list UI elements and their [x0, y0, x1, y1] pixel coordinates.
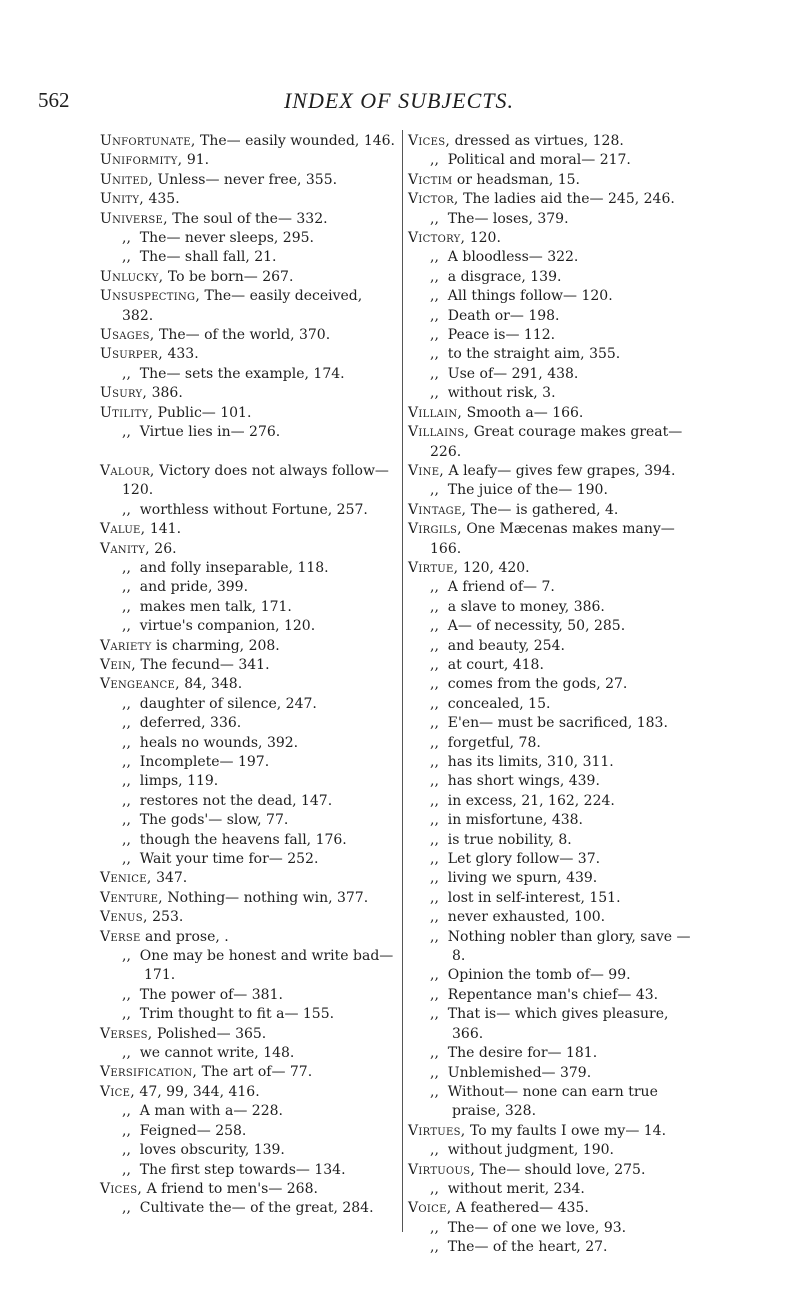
index-subentry: [100, 1005, 395, 1024]
index-subentry: [100, 617, 395, 636]
index-entry: [100, 637, 395, 656]
index-entry: [408, 132, 703, 151]
entry-text: 433.: [163, 346, 199, 363]
entry-text: ,, and beauty, 254.: [430, 637, 565, 654]
index-subentry: [100, 850, 395, 869]
section-gap: [100, 443, 395, 462]
index-entry: [100, 151, 395, 170]
entry-text: ,, a disgrace, 139.: [430, 268, 562, 285]
index-subentry: [408, 772, 703, 791]
index-entry: [100, 540, 395, 559]
entry-keyword: Usury,: [100, 385, 148, 402]
index-subentry: [408, 986, 703, 1005]
entry-text: 120.: [465, 230, 501, 247]
entry-keyword: Vice,: [100, 1083, 135, 1100]
entry-text: ,, Feigned— 258.: [122, 1122, 247, 1139]
entry-text: 47, 99, 344, 416.: [134, 1083, 260, 1100]
entry-keyword: Unlucky,: [100, 268, 164, 285]
index-entry: [100, 869, 395, 888]
index-subentry: [408, 268, 703, 287]
index-subentry: [408, 598, 703, 617]
entry-keyword: Victory,: [408, 230, 466, 247]
entry-text: 386.: [147, 385, 183, 402]
entry-text: One Mæcenas makes many— 166.: [430, 521, 680, 557]
entry-keyword: Villains,: [408, 424, 470, 441]
entry-text: ,, All things follow— 120.: [430, 288, 613, 305]
entry-keyword: Vein,: [100, 656, 137, 673]
index-entry: [408, 501, 703, 520]
index-entry: [408, 462, 703, 481]
index-subentry: [408, 151, 703, 170]
entry-text: A leafy— gives few grapes, 394.: [444, 462, 676, 479]
entry-text: 120, 420.: [458, 559, 530, 576]
index-subentry: [408, 345, 703, 364]
index-subentry: [408, 714, 703, 733]
entry-text: ,, Peace is— 112.: [430, 327, 556, 344]
index-subentry: [408, 1180, 703, 1199]
page-header: [38, 88, 760, 118]
entry-text: ,, A friend of— 7.: [430, 579, 555, 596]
index-subentry: [100, 598, 395, 617]
entry-text: The soul of the— 332.: [167, 210, 328, 227]
entry-text: ,, lost in self-interest, 151.: [430, 889, 621, 906]
entry-text: ,, A bloodless— 322.: [430, 249, 579, 266]
index-subentry: [408, 384, 703, 403]
entry-text: ,, The— of the heart, 27.: [430, 1239, 608, 1256]
entry-text: ,, The— sets the example, 174.: [122, 365, 345, 382]
index-subentry: [408, 869, 703, 888]
index-entry: [100, 889, 395, 908]
entry-text: ,, Wait your time for— 252.: [122, 851, 319, 868]
entry-text: ,, restores not the dead, 147.: [122, 792, 333, 809]
index-subentry: [100, 1199, 395, 1218]
entry-text: ,, living we spurn, 439.: [430, 870, 598, 887]
entry-text: ,, Use of— 291, 438.: [430, 365, 579, 382]
entry-keyword: Universe,: [100, 210, 168, 227]
entry-text: The— is gathered, 4.: [466, 501, 619, 518]
entry-text: or headsman, 15.: [452, 171, 580, 188]
entry-keyword: Vices,: [408, 133, 451, 149]
index-subentry: [408, 307, 703, 326]
entry-text: ,, The gods'— slow, 77.: [122, 812, 289, 829]
index-entry: [408, 559, 703, 578]
entry-text: To be born— 267.: [163, 268, 294, 285]
index-subentry: [100, 559, 395, 578]
index-subentry: [408, 1083, 703, 1122]
index-subentry: [408, 695, 703, 714]
entry-text: ,, The juice of the— 190.: [430, 482, 608, 499]
entry-text: Nothing— nothing win, 377.: [162, 889, 369, 906]
index-subentry: [408, 578, 703, 597]
entry-keyword: Vengeance,: [100, 676, 180, 693]
index-subentry: [408, 811, 703, 830]
index-subentry: [100, 753, 395, 772]
entry-text: ,, makes men talk, 171.: [122, 598, 292, 615]
entry-keyword: Villain,: [408, 404, 463, 421]
entry-keyword: Virtuous,: [408, 1161, 476, 1178]
entry-text: Polished— 365.: [152, 1025, 267, 1042]
index-entry: [408, 423, 703, 462]
entry-text: ,, Virtue lies in— 276.: [122, 424, 281, 441]
index-subentry: [100, 1044, 395, 1063]
entry-text: ,, a slave to money, 386.: [430, 598, 605, 615]
entry-text: The— of the world, 370.: [154, 327, 331, 344]
entry-keyword: Vine,: [408, 462, 445, 479]
entry-text: The— easily wounded, 146.: [195, 133, 395, 149]
entry-keyword: Virtue,: [408, 559, 459, 576]
index-entry: [100, 1025, 395, 1044]
entry-text: The ladies aid the— 245, 246.: [458, 191, 675, 208]
entry-text: 435.: [144, 191, 180, 208]
entry-text: ,, at court, 418.: [430, 656, 544, 673]
index-subentry: [408, 637, 703, 656]
entry-text: Smooth a— 166.: [462, 404, 584, 421]
index-entry: [100, 210, 395, 229]
entry-text: The— easily deceived, 382.: [122, 288, 367, 324]
entry-keyword: Value,: [100, 521, 146, 538]
entry-text: ,, Incomplete— 197.: [122, 753, 270, 770]
entry-text: ,, That is— which gives pleasure, 366.: [430, 1006, 673, 1042]
index-entry: [408, 520, 703, 559]
index-subentry: [408, 753, 703, 772]
entry-keyword: Vanity,: [100, 540, 150, 557]
index-entry: [100, 384, 395, 403]
entry-text: ,, Death or— 198.: [430, 307, 560, 324]
index-subentry: [408, 1005, 703, 1044]
index-subentry: [100, 1161, 395, 1180]
index-entry: [100, 404, 395, 423]
entry-text: ,, E'en— must be sacrificed, 183.: [430, 715, 668, 732]
entry-text: ,, and folly inseparable, 118.: [122, 559, 329, 576]
entry-text: To my faults I owe my— 14.: [465, 1122, 667, 1139]
entry-text: 253.: [147, 909, 184, 926]
index-entry: [100, 928, 395, 947]
index-subentry: [100, 772, 395, 791]
index-subentry: [408, 656, 703, 675]
entry-text: ,, and pride, 399.: [122, 579, 249, 596]
index-entry: [100, 908, 395, 927]
entry-text: ,, never exhausted, 100.: [430, 909, 606, 926]
index-subentry: [100, 792, 395, 811]
entry-text: ,, to the straight aim, 355.: [430, 346, 621, 363]
index-subentry: [408, 675, 703, 694]
entry-keyword: Unity,: [100, 191, 145, 208]
index-subentry: [408, 1064, 703, 1083]
entry-text: ,, One may be honest and write bad— 171.: [122, 948, 398, 984]
entry-keyword: Usurper,: [100, 346, 164, 363]
index-subentry: [408, 210, 703, 229]
index-subentry: [100, 1102, 395, 1121]
running-title: INDEX OF SUBJECTS.: [283, 88, 515, 113]
index-subentry: [100, 986, 395, 1005]
entry-keyword: Voice,: [408, 1200, 452, 1217]
index-entry: [100, 268, 395, 287]
entry-text: ,, The desire for— 181.: [430, 1045, 598, 1062]
index-entry: [100, 132, 395, 151]
index-entry: [100, 656, 395, 675]
entry-text: A feathered— 435.: [451, 1200, 589, 1217]
index-subentry: [408, 734, 703, 753]
entry-text: ,, Repentance man's chief— 43.: [430, 986, 659, 1003]
index-subentry: [100, 831, 395, 850]
entry-text: 84, 348.: [179, 676, 243, 693]
index-subentry: [100, 229, 395, 248]
entry-text: ,, deferred, 336.: [122, 715, 242, 732]
entry-text: ,, The power of— 381.: [122, 986, 283, 1003]
entry-keyword: Victim: [408, 171, 453, 188]
index-entry: [100, 1083, 395, 1102]
index-subentry: [408, 792, 703, 811]
index-subentry: [100, 501, 395, 520]
entry-text: ,, forgetful, 78.: [430, 734, 541, 751]
index-entry: [408, 190, 703, 209]
index-entry: [408, 1122, 703, 1141]
entry-keyword: Venice,: [100, 870, 152, 887]
index-subentry: [100, 248, 395, 267]
index-subentry: [100, 811, 395, 830]
entry-keyword: Vintage,: [408, 501, 467, 518]
index-subentry: [100, 1141, 395, 1160]
entry-text: ,, The— loses, 379.: [430, 210, 569, 227]
entry-keyword: Virgils,: [408, 521, 462, 538]
entry-keyword: Unsuspecting,: [100, 288, 201, 305]
index-entry: [408, 1199, 703, 1218]
entry-text: ,, virtue's companion, 120.: [122, 618, 316, 635]
entry-keyword: Valour,: [100, 462, 155, 479]
index-entry: [100, 462, 395, 501]
entry-text: ,, A man with a— 228.: [122, 1103, 283, 1120]
entry-text: ,, The— shall fall, 21.: [122, 249, 277, 266]
entry-text: ,, Let glory follow— 37.: [430, 851, 601, 868]
index-subentry: [408, 1238, 703, 1257]
index-entry: [100, 520, 395, 539]
entry-text: ,, The— never sleeps, 295.: [122, 230, 314, 247]
entry-text: ,, is true nobility, 8.: [430, 831, 572, 848]
index-entry: [100, 287, 395, 326]
entry-text: ,, without risk, 3.: [430, 385, 556, 402]
entry-text: is charming, 208.: [151, 637, 280, 654]
entry-text: 141.: [145, 521, 182, 538]
index-entry: [408, 171, 703, 190]
entry-text: ,, heals no wounds, 392.: [122, 734, 299, 751]
index-subentry: [408, 248, 703, 267]
entry-text: 26.: [149, 540, 177, 557]
index-subentry: [408, 1044, 703, 1063]
entry-keyword: Verses,: [100, 1025, 153, 1042]
entry-text: A friend to men's— 268.: [142, 1180, 318, 1197]
entry-keyword: Variety: [100, 637, 152, 654]
index-subentry: [100, 1122, 395, 1141]
index-entry: [100, 326, 395, 345]
entry-text: The— should love, 275.: [475, 1161, 646, 1178]
index-subentry: [100, 734, 395, 753]
index-entry: [100, 345, 395, 364]
entry-text: ,, though the heavens fall, 176.: [122, 831, 347, 848]
entry-text: ,, limps, 119.: [122, 773, 219, 790]
entry-keyword: Victor,: [408, 191, 459, 208]
entry-keyword: Utility,: [100, 404, 154, 421]
entry-keyword: Usages,: [100, 327, 155, 344]
index-entry: [408, 404, 703, 423]
index-entry: [100, 1180, 395, 1199]
entry-text: ,, comes from the gods, 27.: [430, 676, 628, 693]
index-subentry: [408, 928, 703, 967]
entry-text: ,, Nothing nobler than glory, save — 8.: [430, 928, 695, 965]
entry-text: ,, concealed, 15.: [430, 695, 551, 712]
index-subentry: [408, 966, 703, 985]
index-entry: [408, 1161, 703, 1180]
index-subentry: [100, 714, 395, 733]
index-entry: [100, 675, 395, 694]
entry-text: ,, without judgment, 190.: [430, 1142, 614, 1159]
index-subentry: [100, 578, 395, 597]
index-subentry: [408, 1141, 703, 1160]
entry-text: 347.: [151, 870, 188, 887]
index-subentry: [408, 831, 703, 850]
entry-text: ,, worthless without Fortune, 257.: [122, 501, 368, 518]
entry-keyword: Versification,: [100, 1064, 198, 1081]
index-subentry: [408, 850, 703, 869]
entry-keyword: Venus,: [100, 909, 148, 926]
index-entry: [408, 229, 703, 248]
index-subentry: [408, 326, 703, 345]
entry-keyword: Venture,: [100, 889, 163, 906]
index-subentry: [408, 1219, 703, 1238]
index-column-left: [100, 132, 398, 1219]
entry-keyword: Vices,: [100, 1180, 143, 1197]
entry-text: Unless— never free, 355.: [153, 171, 338, 188]
page-number: 562: [38, 88, 70, 112]
entry-text: ,, has short wings, 439.: [430, 773, 600, 790]
index-subentry: [408, 287, 703, 306]
entry-text: ,, daughter of silence, 247.: [122, 695, 317, 712]
entry-keyword: Uniformity,: [100, 152, 183, 169]
entry-text: ,, The— of one we love, 93.: [430, 1219, 627, 1236]
index-subentry: [408, 617, 703, 636]
entry-text: The fecund— 341.: [136, 656, 270, 673]
index-subentry: [408, 889, 703, 908]
entry-text: Public— 101.: [153, 404, 252, 421]
index-entry: [100, 1063, 395, 1082]
entry-text: ,, in misfortune, 438.: [430, 812, 584, 829]
index-entry: [100, 171, 395, 190]
entry-text: ,, Unblemished— 379.: [430, 1064, 592, 1081]
entry-text: ,, Opinion the tomb of— 99.: [430, 967, 631, 984]
entry-text: Victory does not always follow— 120.: [122, 462, 394, 499]
entry-text: dressed as virtues, 128.: [450, 133, 624, 149]
entry-text: ,, The first step towards— 134.: [122, 1161, 346, 1178]
index-column-right: [408, 132, 703, 1258]
entry-text: ,, we cannot write, 148.: [122, 1045, 295, 1062]
index-subentry: [408, 908, 703, 927]
entry-text: 91.: [182, 152, 210, 169]
entry-text: ,, without merit, 234.: [430, 1180, 585, 1197]
entry-text: ,, Without— none can earn true praise, 328.: [430, 1083, 663, 1120]
index-subentry: [100, 695, 395, 714]
entry-text: ,, in excess, 21, 162, 224.: [430, 792, 615, 809]
entry-text: ,, Political and moral— 217.: [430, 152, 631, 169]
column-divider: [402, 130, 403, 1232]
entry-keyword: United,: [100, 171, 154, 188]
entry-text: and prose, .: [140, 928, 229, 945]
entry-text: The art of— 77.: [197, 1064, 313, 1081]
entry-text: ,, has its limits, 310, 311.: [430, 754, 614, 770]
index-subentry: [408, 481, 703, 500]
entry-text: ,, Cultivate the— of the great, 284.: [122, 1200, 374, 1217]
entry-text: ,, Trim thought to fit a— 155.: [122, 1006, 335, 1023]
entry-keyword: Virtues,: [408, 1122, 466, 1139]
index-subentry: [408, 365, 703, 384]
entry-text: Great courage makes great— 226.: [430, 424, 687, 460]
entry-keyword: Unfortunate,: [100, 133, 196, 149]
entry-text: ,, A— of necessity, 50, 285.: [430, 618, 626, 635]
index-subentry: [100, 947, 398, 986]
index-entry: [100, 190, 395, 209]
index-subentry: [100, 365, 395, 384]
entry-text: ,, loves obscurity, 139.: [122, 1142, 285, 1159]
entry-keyword: Verse: [100, 928, 141, 945]
index-subentry: [100, 423, 395, 442]
